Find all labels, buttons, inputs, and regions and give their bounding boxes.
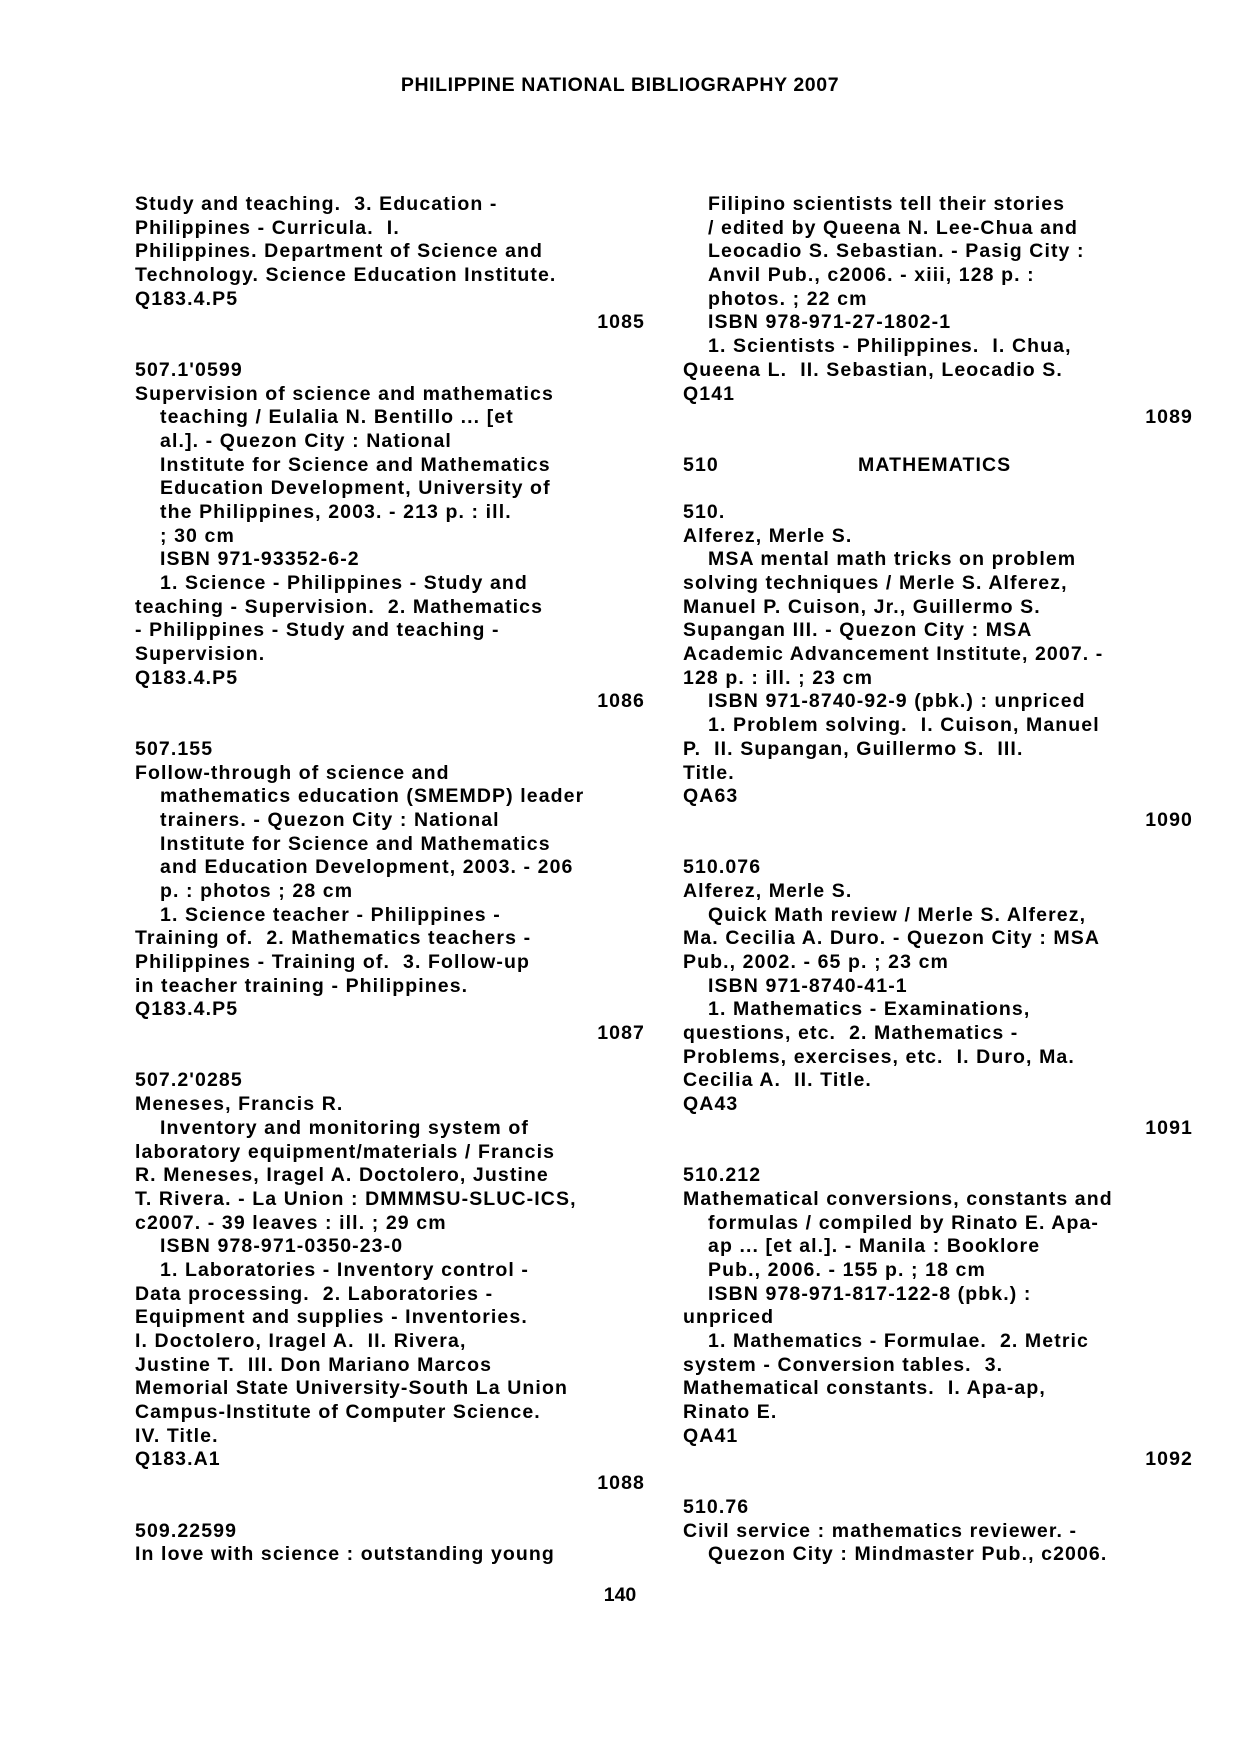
entry-line: Pub., 2002. - 65 p. ; 23 cm (683, 951, 949, 973)
entry-line: Supervision of science and mathematics (135, 382, 554, 405)
entry-line: Q141 (683, 382, 736, 405)
left-column (135, 193, 645, 1567)
right-column (683, 193, 1193, 1567)
entry-line: Campus-Institute of Computer Science. (135, 1401, 541, 1424)
entry-line: / edited by Queena N. Lee-Chua and (708, 216, 1079, 239)
entry-line: Manuel P. Cuison, Jr., Guillermo S. (683, 595, 1041, 618)
entry-line: ISBN 971-93352-6-2 (160, 548, 360, 571)
entry-line: 507.155 (135, 737, 214, 760)
entry-line: Training of. 2. Mathematics teachers - (135, 927, 532, 950)
entry-line: ap ... [et al.]. - Manila : Booklore (708, 1235, 1041, 1258)
blank-line (683, 1141, 1193, 1165)
blank-line (135, 1496, 645, 1520)
section-heading (683, 454, 1193, 478)
entry-line: in teacher training - Philippines. (135, 974, 469, 997)
entry-line: Philippines - Curricula. I. (135, 216, 400, 239)
entry-line: ISBN 978-971-0350-23-0 (160, 1235, 404, 1258)
page-header: PHILIPPINE NATIONAL BIBLIOGRAPHY 2007 (400, 74, 840, 96)
entry-line: 507.1'0599 (135, 358, 243, 381)
page-number: 140 (603, 1584, 637, 1606)
entry-line: Inventory and monitoring system of (160, 1116, 529, 1139)
entry-line: al.]. - Quezon City : National (160, 429, 452, 452)
entry-line: 510.076 (683, 856, 762, 879)
entry-line: T. Rivera. - La Union : DMMMSU-SLUC-ICS, (135, 1187, 577, 1210)
entry-line: Memorial State University-South La Union (135, 1377, 568, 1400)
entry-line: Philippines - Training of. 3. Follow-up (135, 951, 530, 973)
blank-line (683, 833, 1193, 857)
entry-line: Quezon City : Mindmaster Pub., c2006. (708, 1543, 1108, 1566)
entry-number: 1088 (597, 1472, 645, 1495)
entry-line: 1. Mathematics - Examinations, (708, 998, 1031, 1021)
entry-number: 1087 (597, 1022, 645, 1045)
entry-line: QA43 (683, 1093, 739, 1116)
blank-line (135, 714, 645, 738)
entry-line: 1. Science - Philippines - Study and (160, 572, 528, 594)
entry-line: Anvil Pub., c2006. - xiii, 128 p. : (708, 264, 1035, 287)
entry-line: R. Meneses, Iragel A. Doctolero, Justine (135, 1164, 549, 1187)
entry-line: unpriced (683, 1306, 775, 1329)
entry-line: mathematics education (SMEMDP) leader (160, 785, 585, 808)
entry-line: Alferez, Merle S. (683, 879, 853, 902)
entry-line: Philippines. Department of Science and (135, 240, 544, 263)
entry-line: In love with science : outstanding young (135, 1543, 555, 1566)
entry-line: MSA mental math tricks on problem (708, 548, 1077, 571)
entry-line: 510. (683, 500, 726, 523)
entry-line: system - Conversion tables. 3. (683, 1353, 1004, 1376)
entry-number: 1085 (597, 311, 645, 334)
entry-line: Follow-through of science and (135, 761, 450, 784)
entry-line: teaching / Eulalia N. Bentillo ... [et (160, 406, 514, 429)
entry-line: Civil service : mathematics reviewer. - (683, 1519, 1078, 1542)
blank-line (135, 335, 645, 359)
entry-line: and Education Development, 2003. - 206 (160, 856, 574, 879)
entry-line: Supangan III. - Quezon City : MSA (683, 619, 1033, 642)
entry-line: Justine T. III. Don Mariano Marcos (135, 1353, 493, 1376)
entry-line: 510.212 (683, 1164, 762, 1187)
entry-line: 1. Science teacher - Philippines - (160, 903, 501, 926)
entry-line: 507.2'0285 (135, 1069, 243, 1092)
entry-number: 1086 (597, 690, 645, 713)
entry-line: 128 p. : ill. ; 23 cm (683, 666, 874, 689)
blank-line (683, 477, 1193, 501)
entry-line: - Philippines - Study and teaching - (135, 619, 500, 642)
entry-line: 510.76 (683, 1495, 750, 1518)
entry-line: I. Doctolero, Iragel A. II. Rivera, (135, 1330, 467, 1352)
section-label: MATHEMATICS (858, 453, 1012, 476)
entry-line: laboratory equipment/materials / Francis (135, 1140, 556, 1163)
entry-line: Academic Advancement Institute, 2007. - (683, 643, 1104, 666)
entry-line: IV. Title. (135, 1424, 219, 1447)
entry-line: QA41 (683, 1424, 739, 1447)
entry-line: ISBN 971-8740-92-9 (pbk.) : unpriced (708, 690, 1086, 713)
entry-line: ; 30 cm (160, 524, 235, 547)
entry-line: solving techniques / Merle S. Alferez, (683, 572, 1068, 594)
blank-line (683, 430, 1193, 454)
entry-number: 1090 (1145, 808, 1193, 831)
entry-line: Study and teaching. 3. Education - (135, 193, 498, 215)
entry-line: questions, etc. 2. Mathematics - (683, 1022, 1019, 1045)
entry-line: Mathematical constants. I. Apa-ap, (683, 1377, 1046, 1400)
entry-line: teaching - Supervision. 2. Mathematics (135, 595, 544, 618)
entry-line: 1. Mathematics - Formulae. 2. Metric (708, 1330, 1089, 1352)
blank-line (135, 1046, 645, 1070)
entry-line: Data processing. 2. Laboratories - (135, 1282, 494, 1305)
entry-line: Q183.A1 (135, 1448, 221, 1471)
entry-line: c2007. - 39 leaves : ill. ; 29 cm (135, 1211, 447, 1234)
entry-line: Meneses, Francis R. (135, 1093, 344, 1116)
entry-line: Institute for Science and Mathematics (160, 453, 551, 476)
section-class-number: 510 (683, 453, 719, 476)
entry-line: Title. (683, 761, 735, 784)
entry-line: photos. ; 22 cm (708, 287, 868, 310)
entry-number: 1089 (1145, 406, 1193, 429)
entry-line: Equipment and supplies - Inventories. (135, 1306, 528, 1329)
entry-line: Q183.4.P5 (135, 666, 239, 689)
entry-line: 509.22599 (135, 1519, 238, 1542)
entry-line: Quick Math review / Merle S. Alferez, (708, 903, 1087, 926)
entry-line: Q183.4.P5 (135, 998, 239, 1021)
entry-line: QA63 (683, 785, 739, 808)
entry-line: p. : photos ; 28 cm (160, 879, 354, 902)
entry-line: Pub., 2006. - 155 p. ; 18 cm (708, 1258, 986, 1281)
entry-line: Q183.4.P5 (135, 287, 239, 310)
entry-line: Ma. Cecilia A. Duro. - Quezon City : MSA (683, 927, 1101, 950)
entry-line: ISBN 971-8740-41-1 (708, 974, 908, 997)
entry-line: Leocadio S. Sebastian. - Pasig City : (708, 240, 1085, 263)
entry-line: Cecilia A. II. Title. (683, 1069, 872, 1092)
entry-line: formulas / compiled by Rinato E. Apa- (708, 1211, 1100, 1234)
entry-line: the Philippines, 2003. - 213 p. : ill. (160, 500, 512, 523)
entry-line: 1. Scientists - Philippines. I. Chua, (708, 335, 1072, 358)
entry-line: ISBN 978-971-817-122-8 (pbk.) : (708, 1282, 1032, 1305)
blank-line (683, 1472, 1193, 1496)
entry-line: 1. Laboratories - Inventory control - (160, 1258, 530, 1281)
entry-line: trainers. - Quezon City : National (160, 808, 500, 831)
entry-line: Alferez, Merle S. (683, 524, 853, 547)
entry-line: Rinato E. (683, 1401, 778, 1424)
entry-line: Problems, exercises, etc. I. Duro, Ma. (683, 1045, 1075, 1068)
entry-line: Institute for Science and Mathematics (160, 832, 551, 855)
entry-number: 1091 (1145, 1116, 1193, 1139)
entry-line: Mathematical conversions, constants and (683, 1187, 1113, 1210)
entry-line: Queena L. II. Sebastian, Leocadio S. (683, 358, 1063, 381)
entry-line: 1. Problem solving. I. Cuison, Manuel (708, 714, 1100, 737)
entry-line: Technology. Science Education Institute. (135, 264, 557, 287)
entry-number: 1092 (1145, 1448, 1193, 1471)
entry-line: Filipino scientists tell their stories (708, 193, 1066, 215)
entry-line: Supervision. (135, 643, 266, 666)
entry-line: ISBN 978-971-27-1802-1 (708, 311, 952, 334)
entry-line: P. II. Supangan, Guillermo S. III. (683, 737, 1024, 760)
entry-line: Education Development, University of (160, 477, 551, 500)
